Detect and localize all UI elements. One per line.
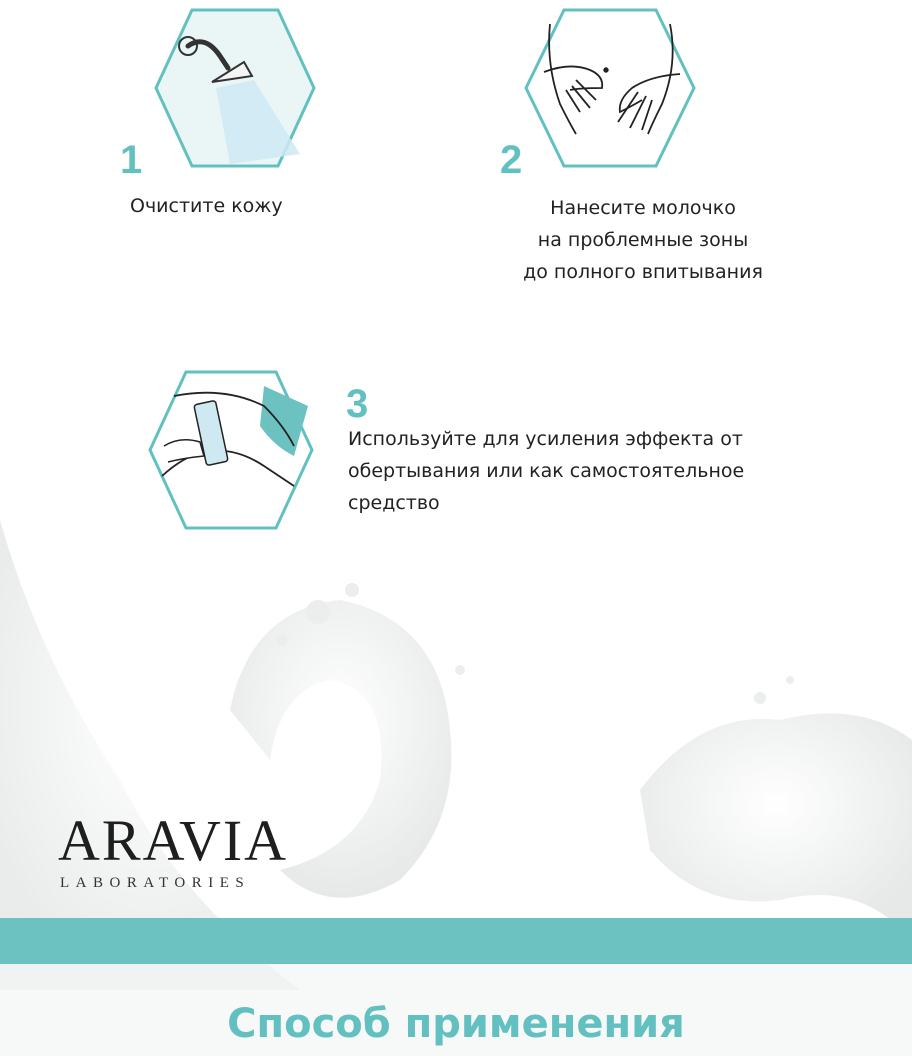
step-3-line-2: обертывания или как самостоятельное <box>348 460 745 482</box>
step-3-number: 3 <box>346 382 369 426</box>
step-1-line-1: Очистите кожу <box>130 195 283 217</box>
step-1-hexagon <box>150 4 320 172</box>
accent-band <box>0 918 912 964</box>
step-2-line-3: до полного впитывания <box>523 261 763 283</box>
brand-logo: ARAVIA <box>58 808 289 873</box>
step-3-line-1: Используйте для усиления эффекта от <box>348 428 743 450</box>
page-title: Способ применения <box>227 1001 685 1047</box>
step-2-text <box>498 192 788 288</box>
step-2-line-1: Нанесите молочко <box>550 197 736 219</box>
step-3-text <box>348 423 744 519</box>
step-2-line-2: на проблемные зоны <box>537 229 749 251</box>
step-2-number: 2 <box>500 138 523 182</box>
brand-logo-subtitle: LABORATORIES <box>60 875 251 891</box>
step-3-hexagon <box>144 366 318 534</box>
milk-splash-image <box>0 520 912 1056</box>
step-3-line-3: средство <box>348 492 440 514</box>
step-1-text <box>130 190 283 222</box>
step-2-hexagon <box>520 4 700 172</box>
step-1-number: 1 <box>120 138 143 182</box>
